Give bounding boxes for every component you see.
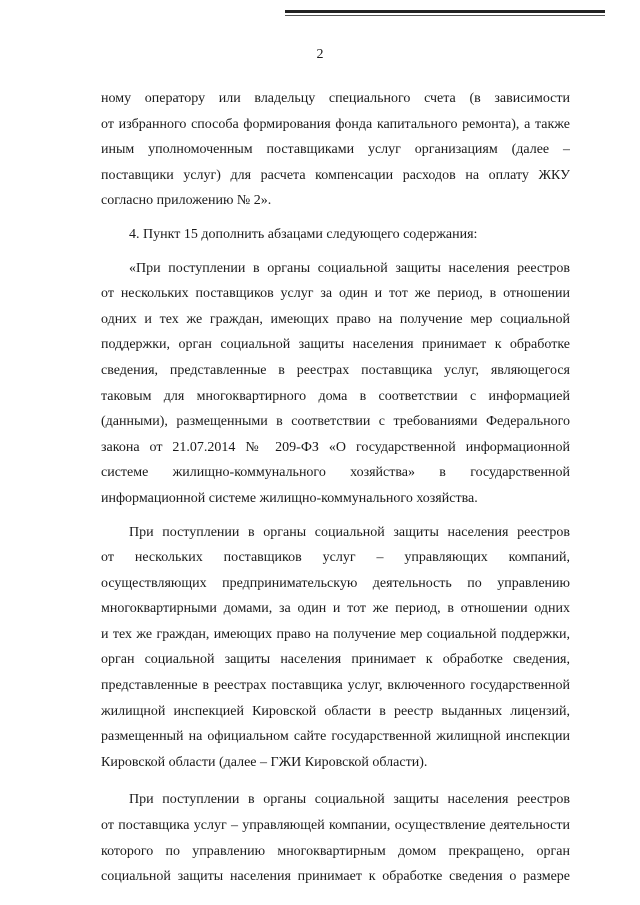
text-line: ному оператору или владельцу специального счета (в зависимости xyxy=(101,91,570,106)
text-line: закона от 21.07.2014 № 209-ФЗ «О государственной информационной xyxy=(101,439,570,455)
text-line: сведения, представленные в реестрах поставщика услуг, являющегося xyxy=(101,362,570,378)
text-line: осуществляющих предпринимательскую деятельность по управлению xyxy=(101,575,570,591)
text-line: представленные в реестрах поставщика услуг, включенного государственной xyxy=(101,678,570,694)
text-line: одних и тех же граждан, имеющих право на получение мер социальной xyxy=(101,311,570,327)
text-line: системе жилищно-коммунального хозяйства» в государственной xyxy=(101,465,570,481)
text-line: размещенный на официальном сайте государственной жилищной инспекции xyxy=(101,729,570,745)
text-line: социальной защиты населения принимает к обработке сведения о размере xyxy=(101,869,570,885)
text-line: согласно приложению № 2». xyxy=(101,193,272,209)
text-line: многоквартирными домами, за один и тот же период, в отношении одних xyxy=(101,601,570,617)
text-line: «При поступлении в органы социальной защиты населения реестров xyxy=(129,260,570,276)
text-line: таковым для многоквартирного дома в соответствии с информацией xyxy=(101,388,570,404)
text-line: поддержки, орган социальной защиты населения принимает к обработке xyxy=(101,337,570,353)
text-line: от поставщика услуг – управляющей компании, осуществление деятельности xyxy=(101,818,570,834)
text-line: поставщики услуг) для расчета компенсации расходов на оплату ЖКУ xyxy=(101,167,570,183)
text-line: При поступлении в органы социальной защиты населения реестров xyxy=(129,792,570,808)
text-line: информационной системе жилищно-коммунального хозяйства. xyxy=(101,490,478,506)
text-line: от нескольких поставщиков услуг за один и тот же период, в отношении xyxy=(101,286,570,302)
paragraph-heading: 4. Пункт 15 дополнить абзацами следующего содержания: xyxy=(129,226,478,242)
text-line: и тех же граждан, имеющих право на получение мер социальной поддержки, xyxy=(101,626,570,642)
text-line: (данными), размещенными в соответствии с требованиями Федерального xyxy=(101,414,570,430)
text-line: которого по управлению многоквартирным домом прекращено, орган xyxy=(101,843,570,859)
header-rule-thin xyxy=(285,15,605,16)
document-body xyxy=(101,86,570,890)
text-line: иным уполномоченным поставщиками услуг организациям (далее – xyxy=(101,142,570,158)
text-line: При поступлении в органы социальной защиты населения реестров xyxy=(129,524,570,540)
header-rule xyxy=(285,10,605,13)
text-line: от нескольких поставщиков услуг – управляющих компаний, xyxy=(101,550,570,566)
text-line: жилищной инспекцией Кировской области в реестр выданных лицензий, xyxy=(101,703,570,719)
text-line: орган социальной защиты населения принимает к обработке сведения, xyxy=(101,652,570,668)
text-line: от избранного способа формирования фонда капитального ремонта), а также xyxy=(101,116,570,132)
text-line: Кировской области (далее – ГЖИ Кировской области). xyxy=(101,754,428,770)
page-number: 2 xyxy=(316,47,324,62)
